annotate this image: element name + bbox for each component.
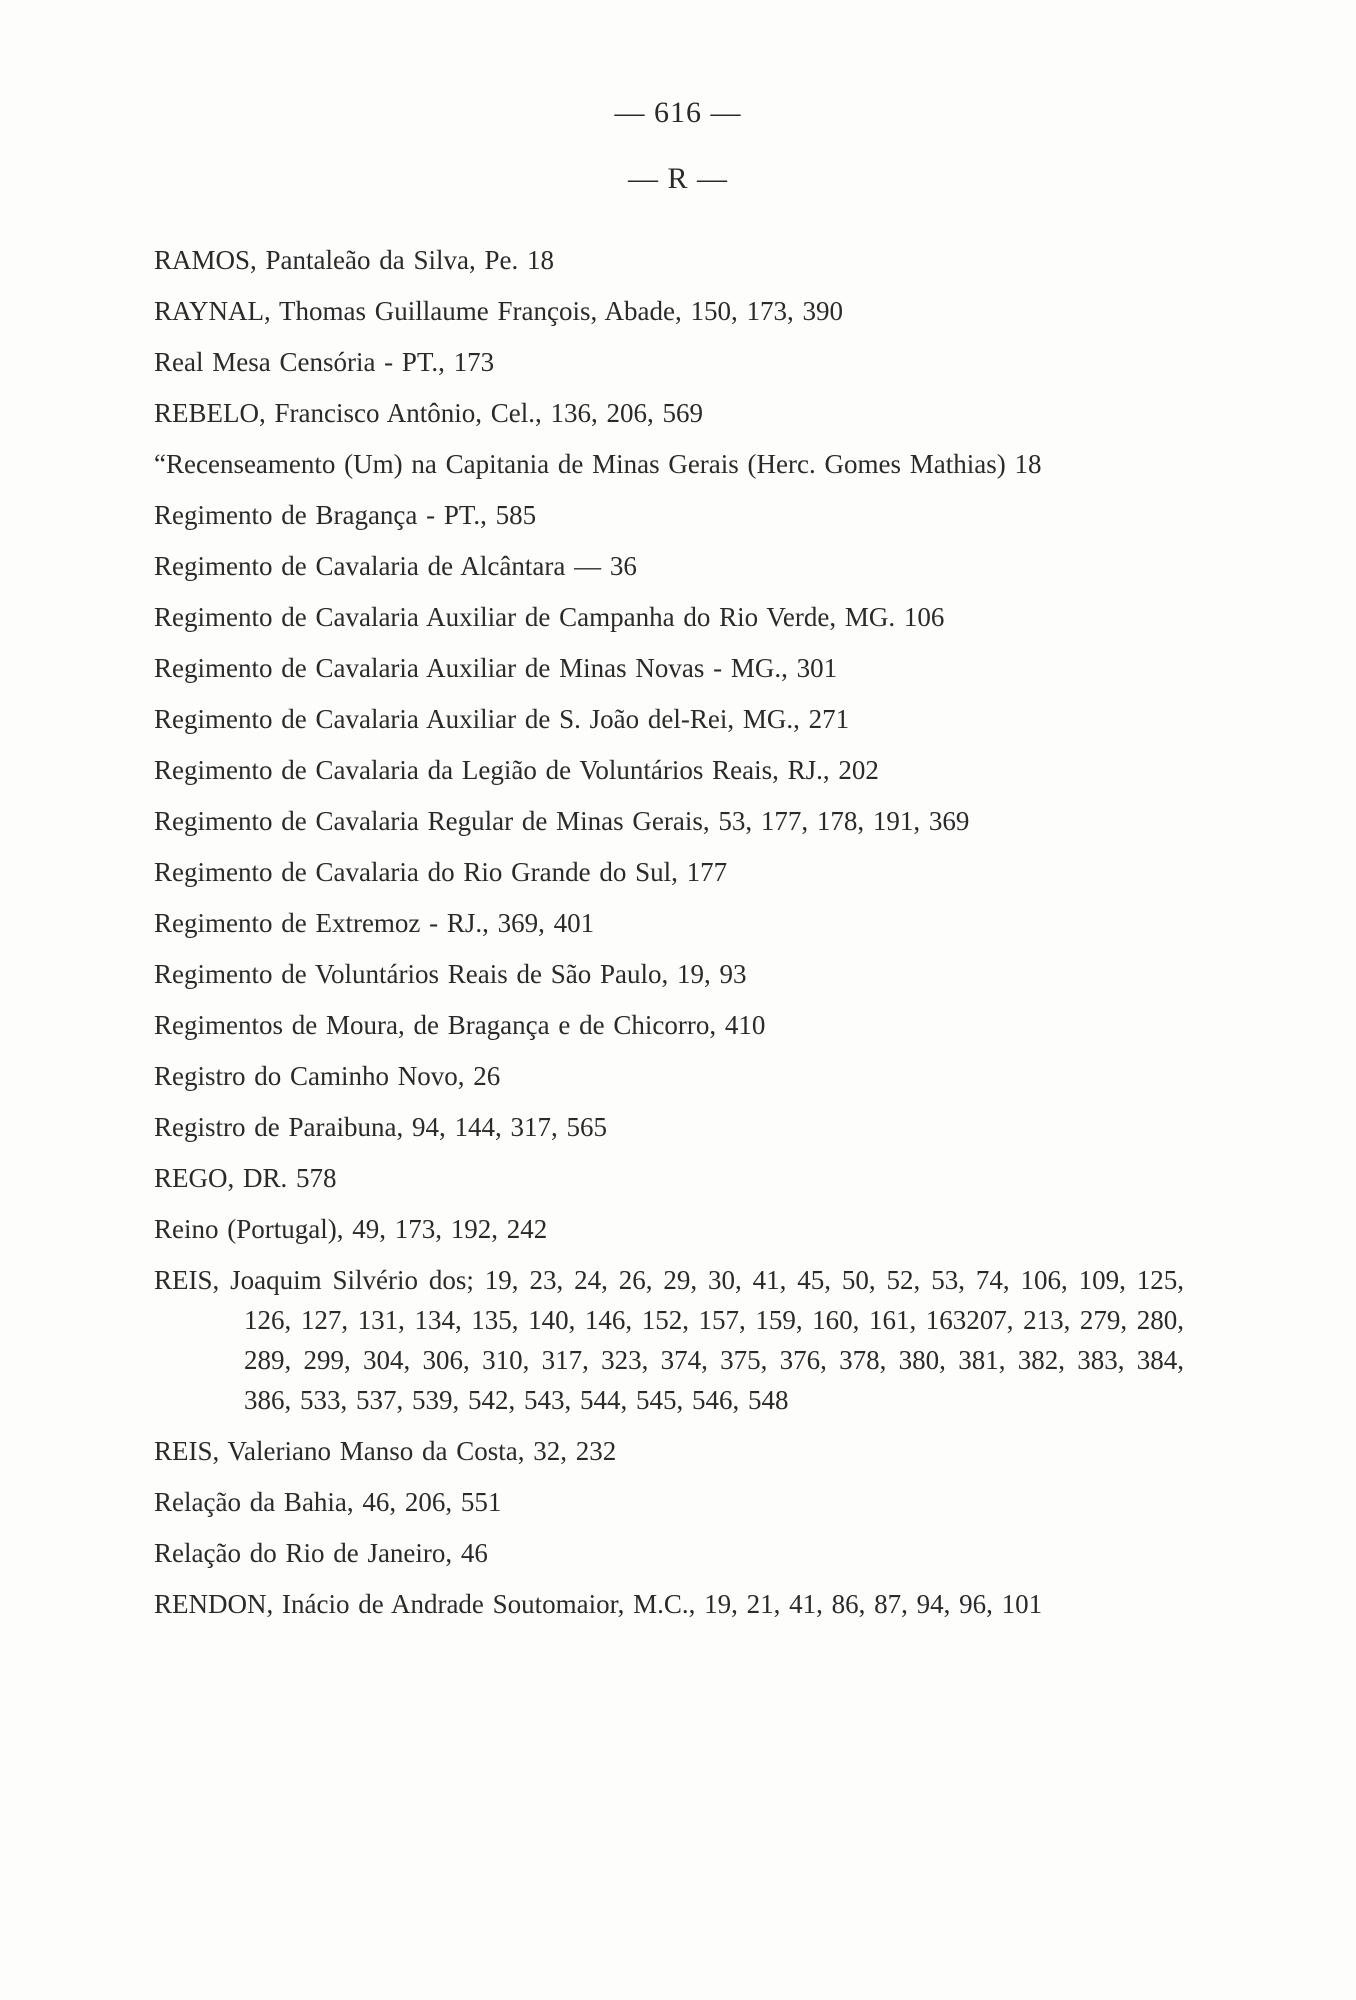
index-entry: Real Mesa Censória - PT., 173 [154, 347, 495, 377]
index-entry: REIS, Joaquim Silvério dos; 19, 23, 24, 26, 29, 30, 41, 45, 50, 52, 53, 74, 106, 109, 125, 126, 127, 131, 134, 135, 140, 146, 152, 157, 159, 160, 161, 163207, 213, 279, 280, 289, 299, 304, 306, 310, 317, 323, 374, 375, 376, 378, 380, 381, 382, 383, 384, 386, 533, 537, 539, 542, 543, 544, 545, 546, 548 [154, 1265, 1184, 1415]
index-entries [154, 240, 1184, 1635]
index-entry: Regimento de Voluntários Reais de São Paulo, 19, 93 [154, 959, 747, 989]
index-entry: Regimento de Cavalaria do Rio Grande do Sul, 177 [154, 857, 728, 887]
index-entry: “Recenseamento (Um) na Capitania de Minas Gerais (Herc. Gomes Mathias) 18 [154, 449, 1042, 479]
index-entry: Relação do Rio de Janeiro, 46 [154, 1538, 488, 1568]
index-entry: Regimentos de Moura, de Bragança e de Chicorro, 410 [154, 1010, 766, 1040]
index-entry: RAYNAL, Thomas Guillaume François, Abade, 150, 173, 390 [154, 296, 843, 326]
page-number: — 616 — [614, 96, 742, 129]
index-entry: Registro de Paraibuna, 94, 144, 317, 565 [154, 1112, 607, 1142]
index-entry: RENDON, Inácio de Andrade Soutomaior, M.C., 19, 21, 41, 86, 87, 94, 96, 101 [154, 1589, 1043, 1619]
index-entry: REGO, DR. 578 [154, 1163, 337, 1193]
index-entry: Regimento de Cavalaria Auxiliar de S. João del-Rei, MG., 271 [154, 704, 850, 734]
index-entry: REBELO, Francisco Antônio, Cel., 136, 206, 569 [154, 398, 703, 428]
index-entry: Reino (Portugal), 49, 173, 192, 242 [154, 1214, 548, 1244]
index-entry: Regimento de Cavalaria Regular de Minas Gerais, 53, 177, 178, 191, 369 [154, 806, 970, 836]
index-entry: Regimento de Extremoz - RJ., 369, 401 [154, 908, 595, 938]
index-entry: Registro do Caminho Novo, 26 [154, 1061, 501, 1091]
section-heading: — R — [627, 162, 728, 195]
index-entry: Regimento de Cavalaria da Legião de Voluntários Reais, RJ., 202 [154, 755, 879, 785]
index-entry: RAMOS, Pantaleão da Silva, Pe. 18 [154, 245, 554, 275]
index-entry: Relação da Bahia, 46, 206, 551 [154, 1487, 502, 1517]
index-entry: Regimento de Cavalaria de Alcântara — 36 [154, 551, 637, 581]
index-entry: REIS, Valeriano Manso da Costa, 32, 232 [154, 1436, 617, 1466]
index-entry: Regimento de Bragança - PT., 585 [154, 500, 537, 530]
index-entry: Regimento de Cavalaria Auxiliar de Minas Novas - MG., 301 [154, 653, 838, 683]
index-entry: Regimento de Cavalaria Auxiliar de Campanha do Rio Verde, MG. 106 [154, 602, 945, 632]
